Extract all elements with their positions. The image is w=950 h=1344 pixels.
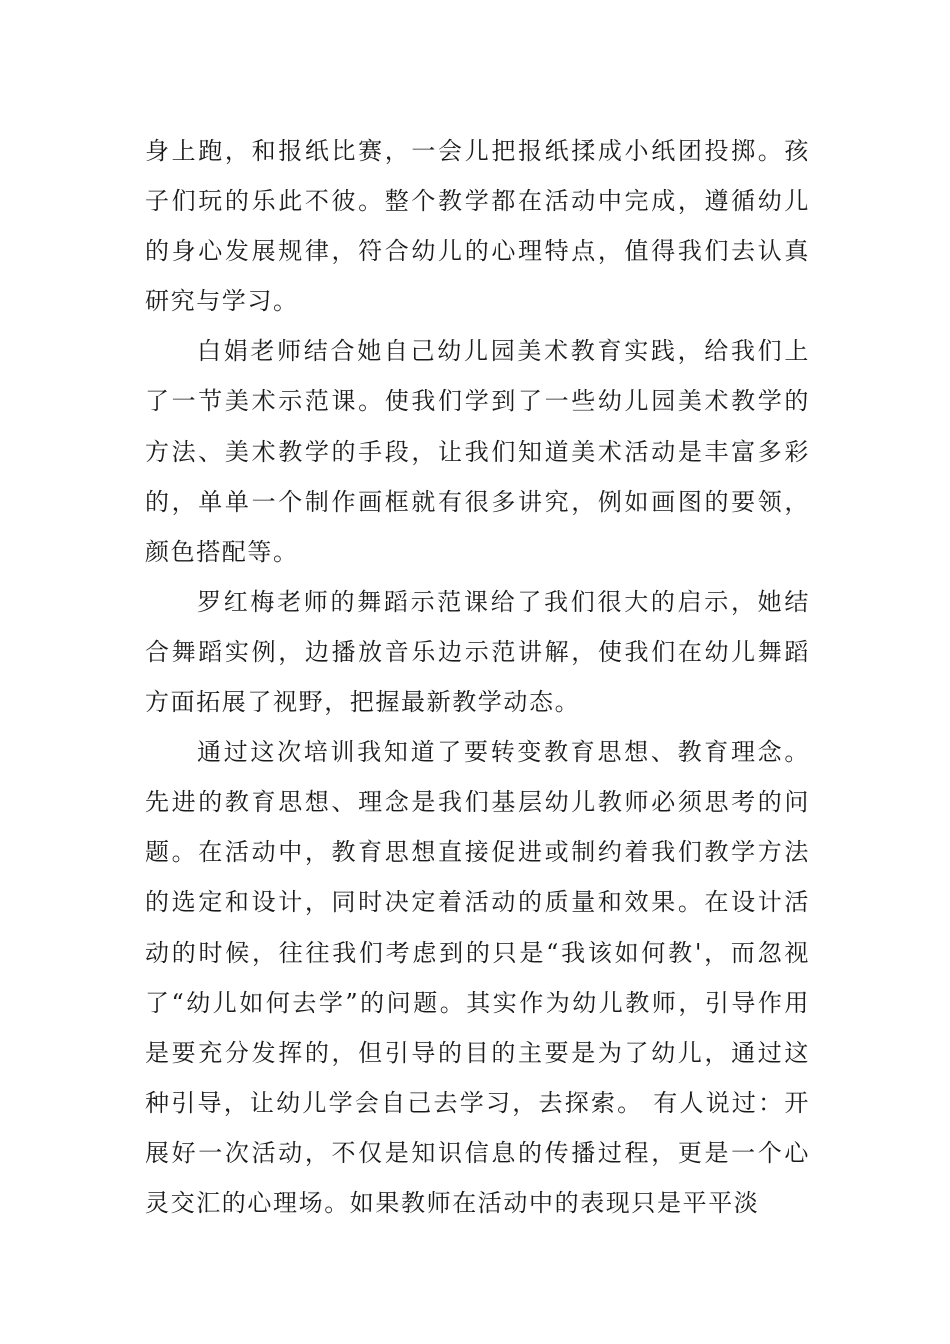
document-body bbox=[145, 126, 810, 1228]
paragraph-2: 白娟老师结合她自己幼儿园美术教育实践，给我们上了一节美术示范课。使我们学到了一些幼儿园美术教学的方法、美术教学的手段，让我们知道美术活动是丰富多彩的，单单一个制作画框就有很多讲究，例如画图的要领，颜色搭配等。 bbox=[145, 337, 810, 566]
paragraph-3: 罗红梅老师的舞蹈示范课给了我们很大的启示，她结合舞蹈实例，边播放音乐边示范讲解，使我们在幼儿舞蹈方面拓展了视野，把握最新教学动态。 bbox=[145, 587, 810, 717]
paragraph-1: 身上跑，和报纸比赛，一会儿把报纸揉成小纸团投掷。孩子们玩的乐此不彼。整个教学都在活动中完成，遵循幼儿的身心发展规律，符合幼儿的心理特点，值得我们去认真研究与学习。 bbox=[145, 137, 810, 316]
paragraph-4: 通过这次培训我知道了要转变教育思想、教育理念。先进的教育思想、理念是我们基层幼儿教师必须思考的问题。在活动中，教育思想直接促进或制约着我们教学方法的选定和设计，同时决定着活动的质量和效果。在设计活动的时候，往往我们考虑到的只是“我该如何教'，而忽视了“幼儿如何去学”的问题。其实作为幼儿教师，引导作用是要充分发挥的，但引导的目的主要是为了幼儿，通过这种引导，让幼儿学会自己去学习，去探索。 有人说过：开展好一次活动，不仅是知识信息的传播过程，更是一个心灵交汇的心理场。如果教师在活动中的表现只是平平淡 bbox=[145, 738, 810, 1217]
